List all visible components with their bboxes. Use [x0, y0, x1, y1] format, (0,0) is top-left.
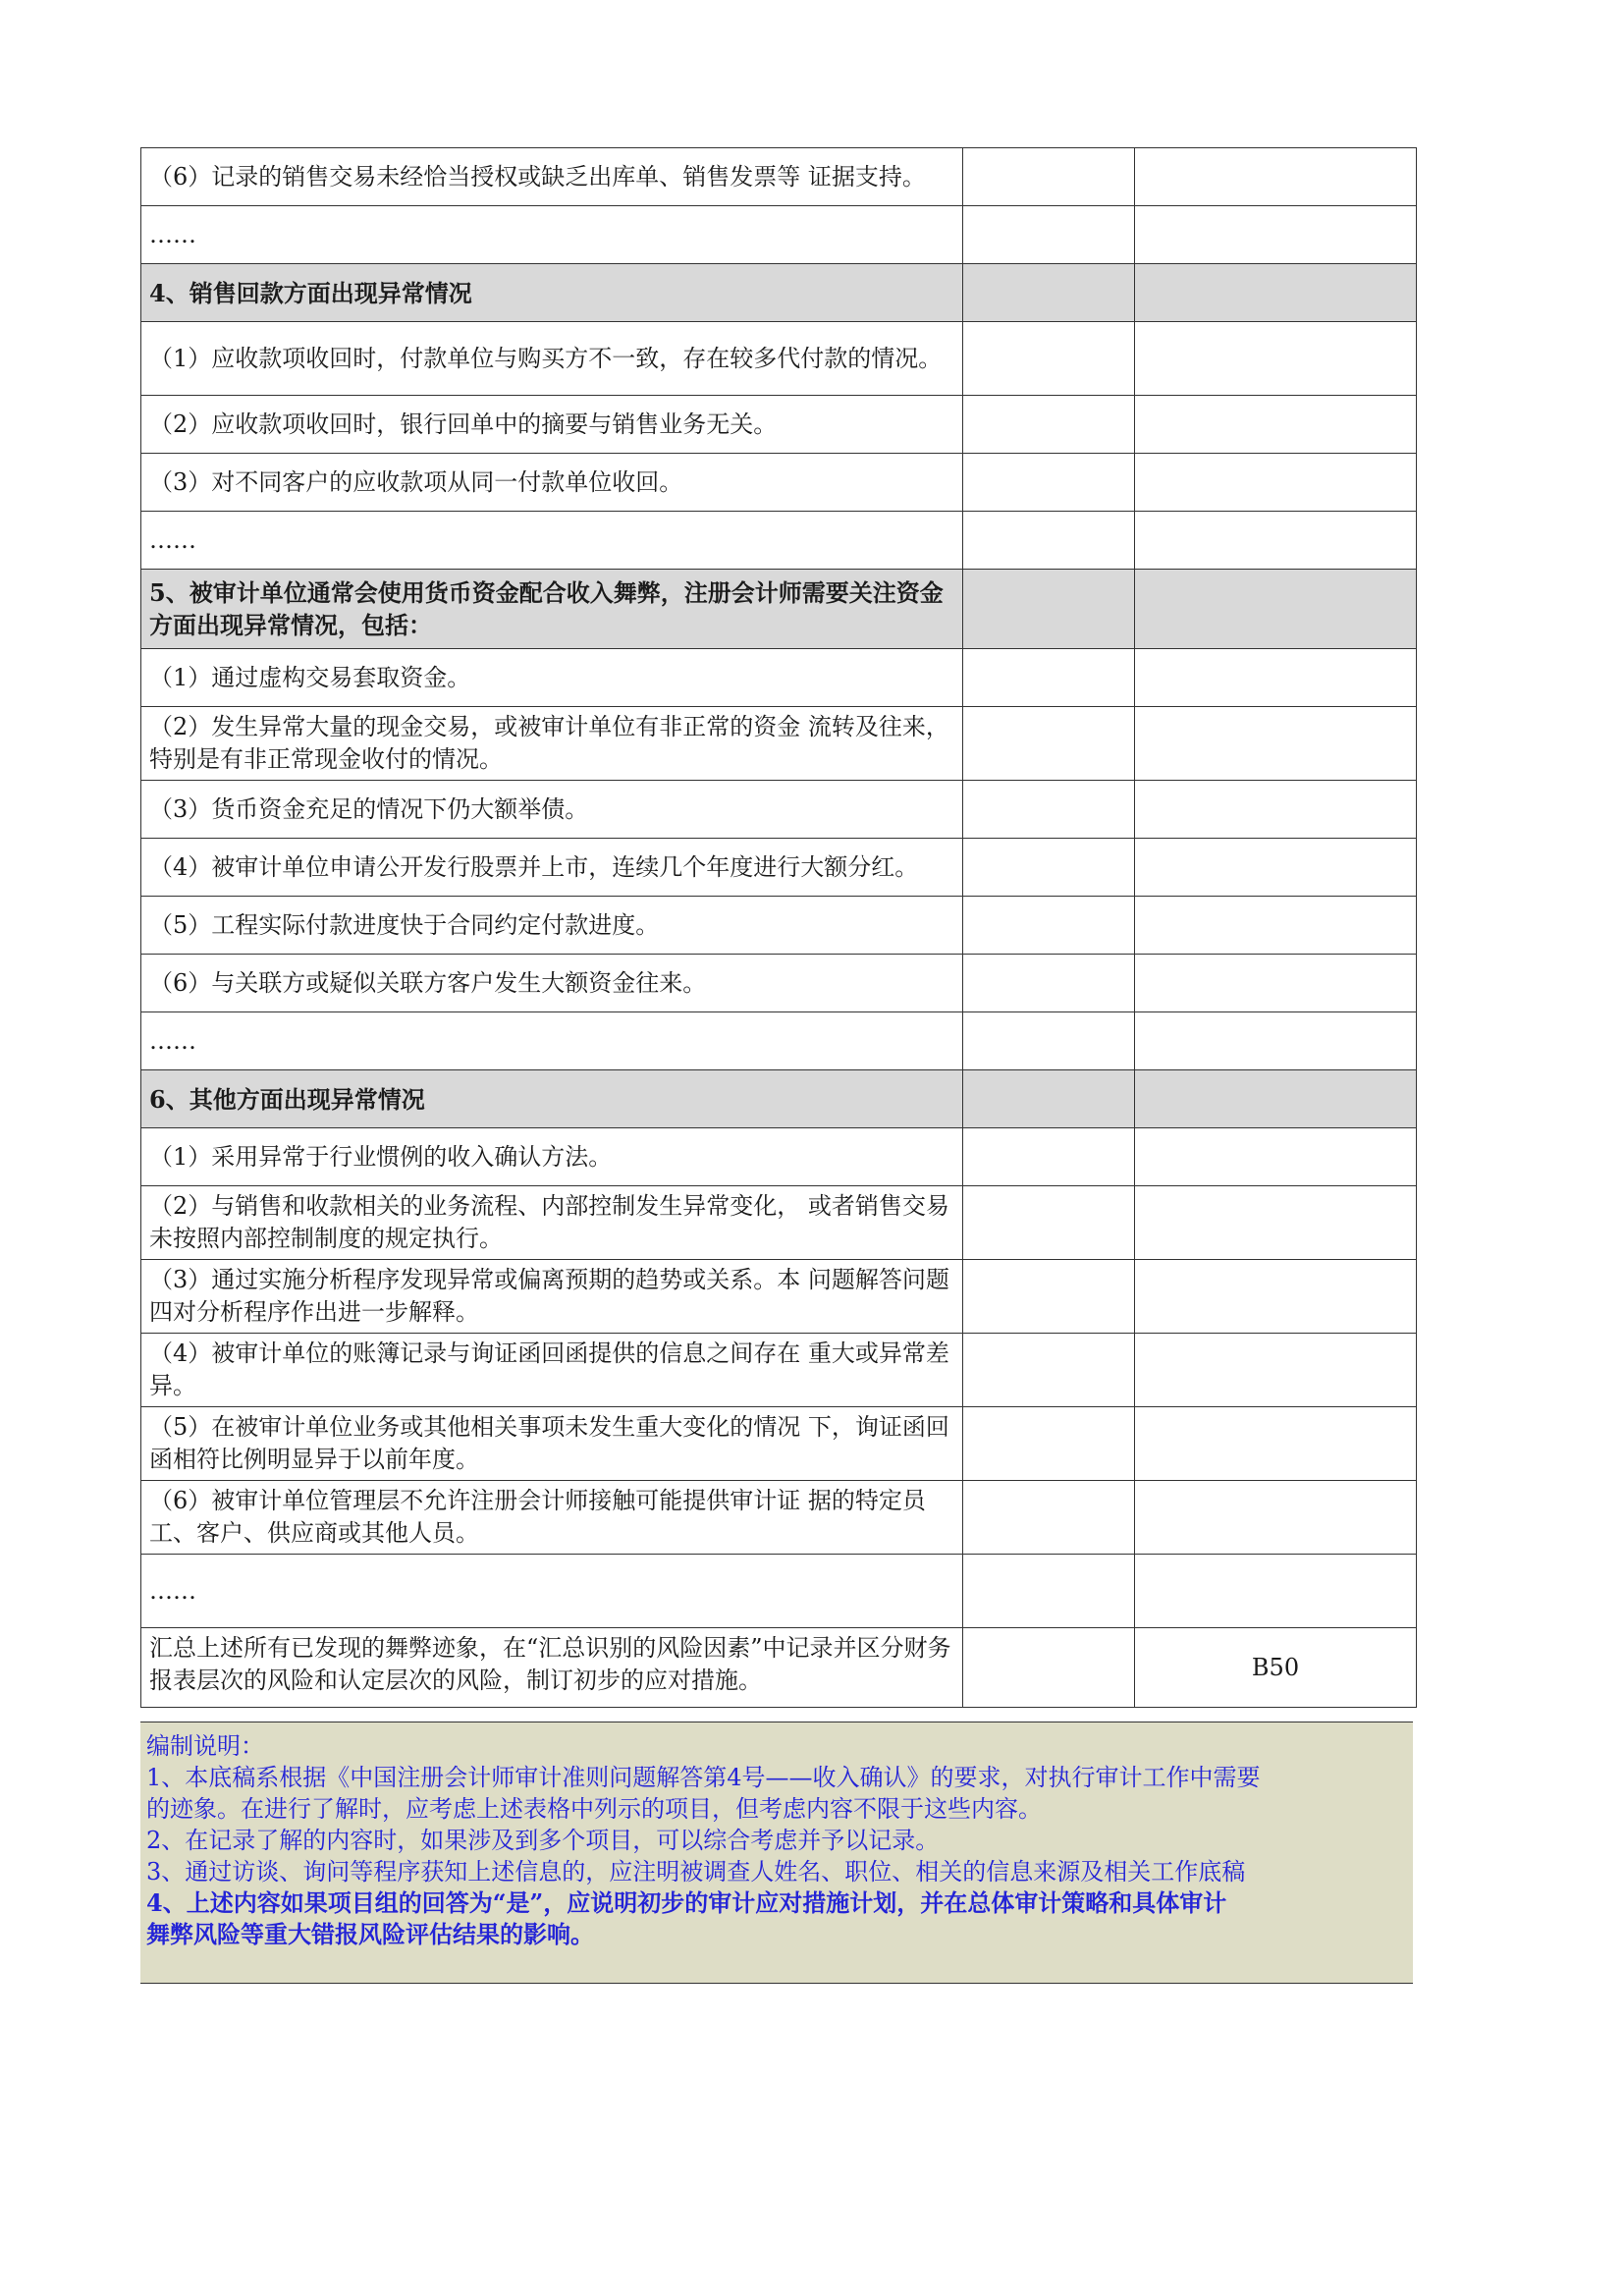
item-cell: （3）对不同客户的应收款项从同一付款单位收回。 [141, 454, 963, 512]
response-cell[interactable] [963, 1012, 1135, 1070]
response-cell[interactable] [963, 570, 1135, 649]
table-row [141, 206, 1417, 264]
reference-cell[interactable] [1135, 1555, 1417, 1628]
table-row [141, 148, 1417, 206]
item-cell: （1）通过虚构交易套取资金。 [141, 649, 963, 707]
reference-cell[interactable] [1135, 839, 1417, 897]
reference-cell[interactable] [1135, 707, 1417, 781]
item-cell: …… [141, 206, 963, 264]
response-cell[interactable] [963, 955, 1135, 1012]
table-row [141, 512, 1417, 570]
response-cell[interactable] [963, 781, 1135, 839]
response-cell[interactable] [963, 839, 1135, 897]
response-cell[interactable] [963, 454, 1135, 512]
item-cell: （4）被审计单位的账簿记录与询证函回函提供的信息之间存在 重大或异常差异。 [141, 1334, 963, 1407]
section-header-row [141, 570, 1417, 649]
section-title-cell: 6、其他方面出现异常情况 [141, 1070, 963, 1128]
response-cell[interactable] [963, 1481, 1135, 1555]
response-cell[interactable] [963, 512, 1135, 570]
response-cell[interactable] [963, 396, 1135, 454]
table-row [141, 1555, 1417, 1628]
table-row [141, 839, 1417, 897]
reference-cell[interactable] [1135, 1128, 1417, 1186]
section-header-row [141, 1070, 1417, 1128]
summary-cell: 汇总上述所有已发现的舞弊迹象，在“汇总识别的风险因素”中记录并区分财务报表层次的风险和认定层次的风险，制订初步的应对措施。 [141, 1628, 963, 1708]
notes-title: 编制说明： [146, 1732, 264, 1760]
audit-worksheet [140, 147, 1413, 1708]
section-header-row [141, 264, 1417, 322]
item-cell: （2）应收款项收回时，银行回单中的摘要与销售业务无关。 [141, 396, 963, 454]
reference-cell[interactable] [1135, 649, 1417, 707]
response-cell[interactable] [963, 1628, 1135, 1708]
item-cell: （4）被审计单位申请公开发行股票并上市，连续几个年度进行大额分红。 [141, 839, 963, 897]
table-row [141, 649, 1417, 707]
table-row [141, 897, 1417, 955]
response-cell[interactable] [963, 707, 1135, 781]
reference-cell[interactable] [1135, 955, 1417, 1012]
summary-row [141, 1628, 1417, 1708]
table-row [141, 1128, 1417, 1186]
notes-line-6: 舞弊风险等重大错报风险评估结果的影响。 [146, 1920, 594, 1948]
table-row [141, 1334, 1417, 1407]
reference-cell[interactable] [1135, 781, 1417, 839]
reference-cell[interactable] [1135, 1260, 1417, 1334]
table-row [141, 1407, 1417, 1481]
notes-line-3: 2、在记录了解的内容时，如果涉及到多个项目，可以综合考虑并予以记录。 [146, 1827, 940, 1854]
response-cell[interactable] [963, 1186, 1135, 1260]
table-row [141, 781, 1417, 839]
item-cell: （1）应收款项收回时，付款单位与购买方不一致，存在较多代付款的情况。 [141, 322, 963, 396]
table-row [141, 1481, 1417, 1555]
table-row [141, 955, 1417, 1012]
table-row [141, 396, 1417, 454]
response-cell[interactable] [963, 1334, 1135, 1407]
section-title-cell: 4、销售回款方面出现异常情况 [141, 264, 963, 322]
reference-cell[interactable] [1135, 1012, 1417, 1070]
item-cell: （6）与关联方或疑似关联方客户发生大额资金往来。 [141, 955, 963, 1012]
response-cell[interactable] [963, 206, 1135, 264]
table-row [141, 1260, 1417, 1334]
notes-line-2: 的迹象。在进行了解时，应考虑上述表格中列示的项目，但考虑内容不限于这些内容。 [146, 1795, 1042, 1823]
audit-table [140, 147, 1417, 1708]
item-cell: （6）被审计单位管理层不允许注册会计师接触可能提供审计证 据的特定员工、客户、供应商或其他人员。 [141, 1481, 963, 1555]
reference-cell[interactable] [1135, 1334, 1417, 1407]
reference-cell[interactable] [1135, 570, 1417, 649]
item-cell: （1）采用异常于行业惯例的收入确认方法。 [141, 1128, 963, 1186]
response-cell[interactable] [963, 148, 1135, 206]
table-row [141, 1012, 1417, 1070]
response-cell[interactable] [963, 649, 1135, 707]
item-cell: （2）发生异常大量的现金交易，或被审计单位有非正常的资金 流转及往来，特别是有非正常现金收付的情况。 [141, 707, 963, 781]
reference-cell[interactable] [1135, 454, 1417, 512]
item-cell: （5）工程实际付款进度快于合同约定付款进度。 [141, 897, 963, 955]
reference-cell[interactable] [1135, 1186, 1417, 1260]
response-cell[interactable] [963, 1070, 1135, 1128]
table-row [141, 707, 1417, 781]
response-cell[interactable] [963, 1128, 1135, 1186]
reference-cell[interactable] [1135, 512, 1417, 570]
item-cell: （6）记录的销售交易未经恰当授权或缺乏出库单、销售发票等 证据支持。 [141, 148, 963, 206]
reference-cell[interactable] [1135, 148, 1417, 206]
item-cell: （5）在被审计单位业务或其他相关事项未发生重大变化的情况 下，询证函回函相符比例明显异于以前年度。 [141, 1407, 963, 1481]
reference-cell[interactable] [1135, 1407, 1417, 1481]
response-cell[interactable] [963, 264, 1135, 322]
reference-cell[interactable] [1135, 396, 1417, 454]
item-cell: …… [141, 1555, 963, 1628]
reference-cell[interactable] [1135, 1070, 1417, 1128]
notes-line-1: 1、本底稿系根据《中国注册会计师审计准则问题解答第4号——收入确认》的要求，对执行审计工作中需要 [146, 1764, 1261, 1791]
item-cell: （3）通过实施分析程序发现异常或偏离预期的趋势或关系。本 问题解答问题四对分析程序作出进一步解释。 [141, 1260, 963, 1334]
section-title-cell: 5、被审计单位通常会使用货币资金配合收入舞弊，注册会计师需要关注资金方面出现异常情况，包括： [141, 570, 963, 649]
reference-cell[interactable] [1135, 264, 1417, 322]
reference-cell[interactable] [1135, 322, 1417, 396]
item-cell: （2）与销售和收款相关的业务流程、内部控制发生异常变化， 或者销售交易未按照内部控制制度的规定执行。 [141, 1186, 963, 1260]
item-cell: （3）货币资金充足的情况下仍大额举债。 [141, 781, 963, 839]
response-cell[interactable] [963, 322, 1135, 396]
response-cell[interactable] [963, 1260, 1135, 1334]
table-row [141, 1186, 1417, 1260]
reference-cell[interactable] [1135, 206, 1417, 264]
response-cell[interactable] [963, 1407, 1135, 1481]
item-cell: …… [141, 1012, 963, 1070]
item-cell: …… [141, 512, 963, 570]
response-cell[interactable] [963, 1555, 1135, 1628]
reference-cell[interactable] [1135, 897, 1417, 955]
table-row [141, 454, 1417, 512]
notes-line-5: 4、上述内容如果项目组的回答为“是”，应说明初步的审计应对措施计划，并在总体审计策略和具体审计 [146, 1888, 1227, 1917]
reference-cell[interactable]: B50 [1135, 1628, 1417, 1708]
reference-cell[interactable] [1135, 1481, 1417, 1555]
notes-line-4: 3、通过访谈、询问等程序获知上述信息的，应注明被调查人姓名、职位、相关的信息来源及相关工作底稿 [146, 1858, 1246, 1886]
response-cell[interactable] [963, 897, 1135, 955]
compilation-notes [140, 1722, 1413, 1984]
table-row [141, 322, 1417, 396]
